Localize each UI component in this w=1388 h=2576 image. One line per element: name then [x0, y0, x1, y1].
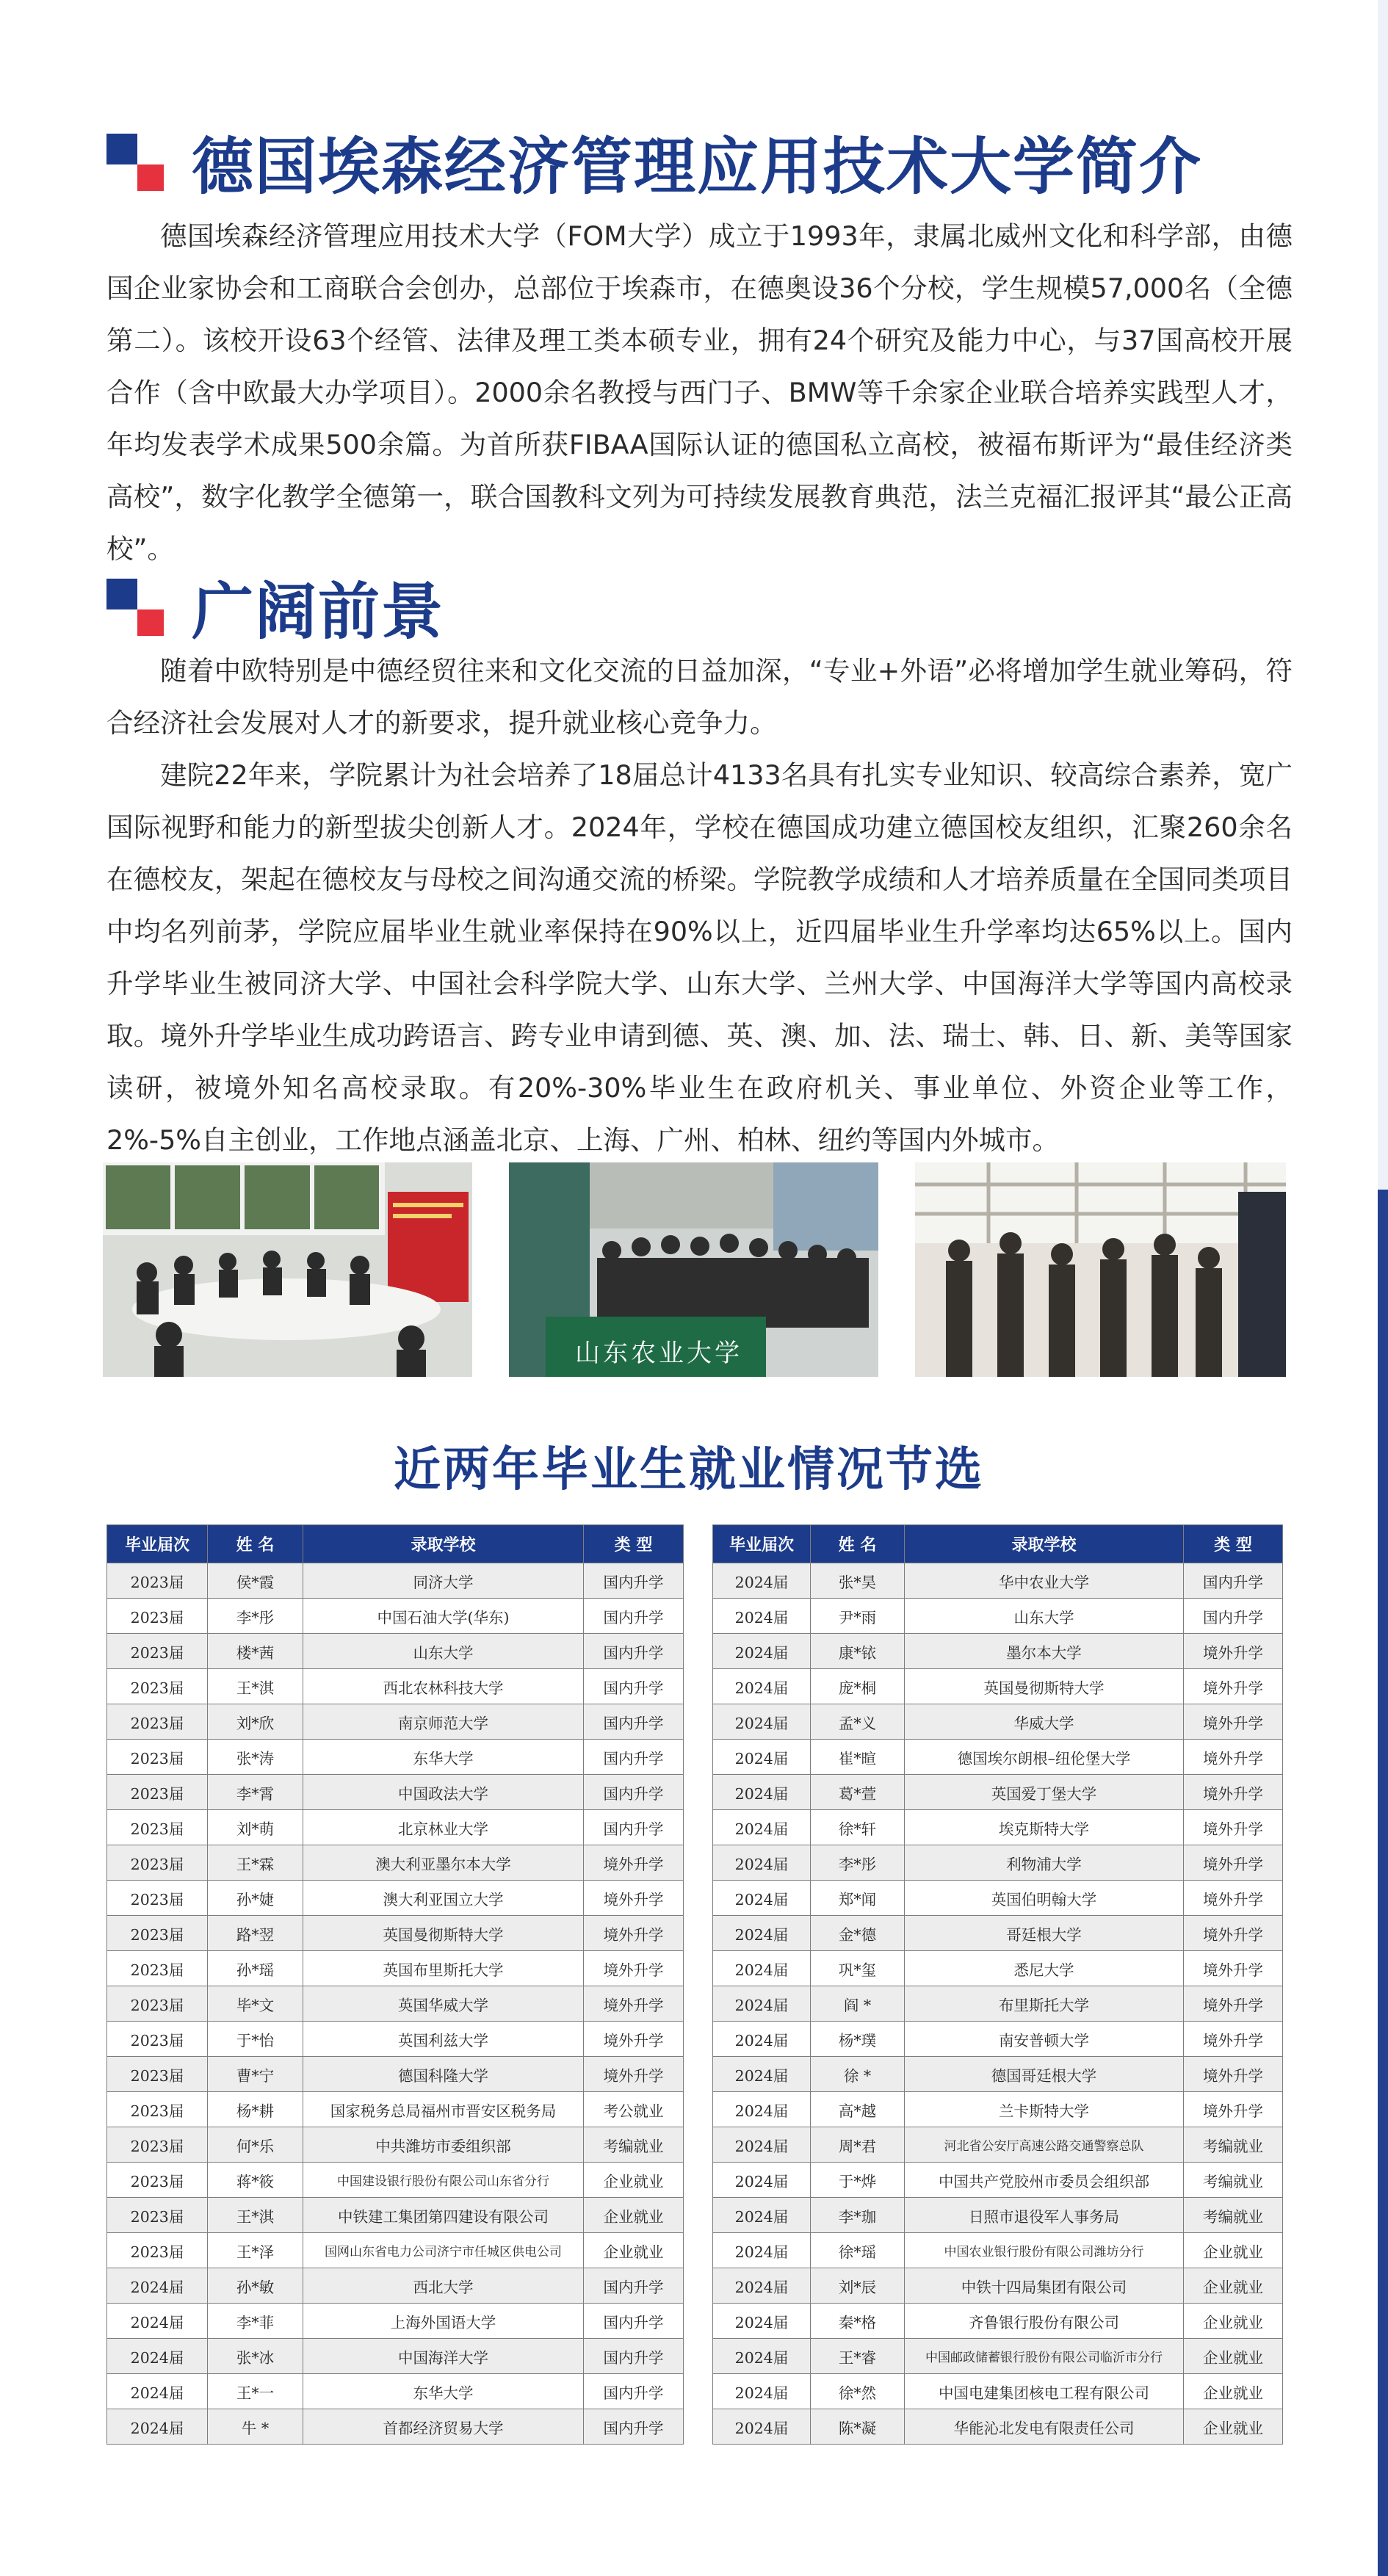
- cell-school: 悉尼大学: [905, 1951, 1184, 1986]
- table-row: [107, 2092, 684, 2127]
- table-row: [713, 2409, 1283, 2445]
- cell-class-year: 2024届: [713, 1775, 811, 1810]
- cell-type: 企业就业: [1184, 2374, 1283, 2409]
- cell-name: 侯*霞: [208, 1563, 303, 1599]
- cell-name: 刘*萌: [208, 1810, 303, 1845]
- cell-name: 崔*暄: [811, 1740, 905, 1775]
- table-row: [713, 1951, 1283, 1986]
- cell-school: 英国爱丁堡大学: [905, 1775, 1184, 1810]
- cell-type: 考公就业: [584, 2092, 684, 2127]
- cell-type: 境外升学: [1184, 1881, 1283, 1916]
- cell-school: 河北省公安厅高速公路交通警察总队: [905, 2127, 1184, 2163]
- table-row: [713, 1563, 1283, 1599]
- cell-name: 金*德: [811, 1916, 905, 1951]
- cell-school: 中共潍坊市委组织部: [303, 2127, 584, 2163]
- cell-name: 李*霄: [208, 1775, 303, 1810]
- cell-type: 境外升学: [584, 1916, 684, 1951]
- cell-name: 曹*宁: [208, 2057, 303, 2092]
- cell-class-year: 2024届: [713, 2268, 811, 2304]
- cell-type: 境外升学: [1184, 1669, 1283, 1704]
- table-row: [713, 1810, 1283, 1845]
- cell-name: 孙*瑶: [208, 1951, 303, 1986]
- table-row: [107, 2339, 684, 2374]
- header-school: 录取学校: [303, 1525, 584, 1563]
- cell-type: 考编就业: [1184, 2163, 1283, 2198]
- cell-name: 王*淇: [208, 1669, 303, 1704]
- cell-type: 考编就业: [1184, 2127, 1283, 2163]
- cell-class-year: 2023届: [107, 2163, 208, 2198]
- cell-school: 利物浦大学: [905, 1845, 1184, 1881]
- cell-class-year: 2023届: [107, 1634, 208, 1669]
- cell-school: 中国石油大学(华东): [303, 1599, 584, 1634]
- cell-name: 王*一: [208, 2374, 303, 2409]
- cell-school: 英国曼彻斯特大学: [303, 1916, 584, 1951]
- cell-school: 东华大学: [303, 1740, 584, 1775]
- cell-school: 中国建设银行股份有限公司山东省分行: [303, 2163, 584, 2198]
- section-heading-prospects: [106, 562, 444, 651]
- cell-school: 南安普顿大学: [905, 2022, 1184, 2057]
- cell-name: 牛 *: [208, 2409, 303, 2445]
- cell-name: 庞*桐: [811, 1669, 905, 1704]
- cell-type: 考编就业: [584, 2127, 684, 2163]
- cell-type: 境外升学: [1184, 2057, 1283, 2092]
- cell-type: 境外升学: [1184, 1845, 1283, 1881]
- cell-class-year: 2023届: [107, 1563, 208, 1599]
- table-row: [713, 2268, 1283, 2304]
- cell-type: 境外升学: [584, 1845, 684, 1881]
- cell-type: 国内升学: [584, 2409, 684, 2445]
- cell-class-year: 2023届: [107, 2092, 208, 2127]
- cell-class-year: 2023届: [107, 1916, 208, 1951]
- cell-name: 秦*格: [811, 2304, 905, 2339]
- cell-class-year: 2024届: [713, 1986, 811, 2022]
- cell-type: 国内升学: [584, 1810, 684, 1845]
- cell-school: 布里斯托大学: [905, 1986, 1184, 2022]
- cell-type: 企业就业: [584, 2163, 684, 2198]
- cell-type: 境外升学: [1184, 1775, 1283, 1810]
- cell-name: 徐 *: [811, 2057, 905, 2092]
- cell-name: 于*烨: [811, 2163, 905, 2198]
- cell-name: 毕*文: [208, 1986, 303, 2022]
- cell-school: 中铁建工集团第四建设有限公司: [303, 2198, 584, 2233]
- cell-school: 德国哥廷根大学: [905, 2057, 1184, 2092]
- table-row: [713, 1704, 1283, 1740]
- cell-name: 刘*欣: [208, 1704, 303, 1740]
- table-row: [713, 2374, 1283, 2409]
- cell-class-year: 2024届: [713, 1916, 811, 1951]
- cell-name: 路*翌: [208, 1916, 303, 1951]
- cell-school: 首都经济贸易大学: [303, 2409, 584, 2445]
- table-row: [107, 1704, 684, 1740]
- table-row: [107, 1845, 684, 1881]
- cell-class-year: 2024届: [713, 2409, 811, 2445]
- cell-class-year: 2023届: [107, 1810, 208, 1845]
- cell-class-year: 2024届: [713, 1740, 811, 1775]
- cell-class-year: 2023届: [107, 1986, 208, 2022]
- cell-school: 南京师范大学: [303, 1704, 584, 1740]
- prospects-paragraph-1: 随着中欧特别是中德经贸往来和文化交流的日益加深，“专业+外语”必将增加学生就业筹码，符合经济社会发展对人才的新要求，提升就业核心竞争力。: [106, 655, 1293, 739]
- employment-title: 近两年毕业生就业情况节选: [394, 1443, 984, 1497]
- cell-name: 徐*瑶: [811, 2233, 905, 2268]
- cell-type: 境外升学: [1184, 1986, 1283, 2022]
- cell-type: 境外升学: [1184, 1810, 1283, 1845]
- cell-school: 国网山东省电力公司济宁市任城区供电公司: [303, 2233, 584, 2268]
- cell-class-year: 2024届: [713, 2057, 811, 2092]
- cell-class-year: 2024届: [107, 2304, 208, 2339]
- cell-school: 华威大学: [905, 1704, 1184, 1740]
- cell-school: 英国伯明翰大学: [905, 1881, 1184, 1916]
- cell-name: 何*乐: [208, 2127, 303, 2163]
- cell-class-year: 2024届: [713, 2127, 811, 2163]
- table-row: [107, 2233, 684, 2268]
- cell-name: 孙*敏: [208, 2268, 303, 2304]
- cell-name: 徐*轩: [811, 1810, 905, 1845]
- table-row: [107, 1563, 684, 1599]
- table-row: [713, 1740, 1283, 1775]
- cell-school: 西北大学: [303, 2268, 584, 2304]
- table-row: [713, 1634, 1283, 1669]
- cell-school: 德国埃尔朗根–纽伦堡大学: [905, 1740, 1184, 1775]
- cell-class-year: 2024届: [107, 2268, 208, 2304]
- cell-name: 刘*辰: [811, 2268, 905, 2304]
- cell-type: 境外升学: [1184, 1740, 1283, 1775]
- header-school: 录取学校: [905, 1525, 1184, 1563]
- table-row: [107, 2268, 684, 2304]
- cell-name: 孟*义: [811, 1704, 905, 1740]
- cell-type: 国内升学: [584, 1563, 684, 1599]
- photo-banner-text: 山东农业大学: [575, 1339, 742, 1368]
- cell-type: 企业就业: [1184, 2268, 1283, 2304]
- header-name: 姓 名: [811, 1525, 905, 1563]
- table-row: [107, 1775, 684, 1810]
- cell-class-year: 2024届: [713, 2163, 811, 2198]
- table-row: [713, 2127, 1283, 2163]
- cell-class-year: 2024届: [713, 2022, 811, 2057]
- table-row: [713, 1881, 1283, 1916]
- intro-paragraph: 德国埃森经济管理应用技术大学（FOM大学）成立于1993年，隶属北威州文化和科学部，由德国企业家协会和工商联合会创办，总部位于埃森市，在德奥设36个分校，学生规模57,000名（全德第二）。该校开设63个经管、法律及理工类本硕专业，拥有24个研究及能力中心，与37国高校开展合作（含中欧最大办学项目）。2000余名教授与西门子、BMW等千余家企业联合培养实践型人才，年均发表学术成果500余篇。为首所获FIBAA国际认证的德国私立高校，被福布斯评为“最佳经济类高校”，数字化教学全德第一，联合国教科文列为可持续发展教育典范，法兰克福汇报评其“最公正高校”。: [106, 220, 1293, 565]
- cell-name: 王*霖: [208, 1845, 303, 1881]
- cell-type: 境外升学: [584, 1881, 684, 1916]
- cell-class-year: 2023届: [107, 1951, 208, 1986]
- header-type: 类 型: [1184, 1525, 1283, 1563]
- cell-class-year: 2023届: [107, 1669, 208, 1704]
- cell-name: 张*昊: [811, 1563, 905, 1599]
- table-row: [713, 2233, 1283, 2268]
- cell-name: 尹*雨: [811, 1599, 905, 1634]
- table-row: [107, 2022, 684, 2057]
- cell-name: 杨*耕: [208, 2092, 303, 2127]
- photo-campus-visit: [915, 1162, 1286, 1377]
- cell-type: 境外升学: [1184, 2092, 1283, 2127]
- table-row: [713, 2198, 1283, 2233]
- cell-type: 国内升学: [584, 2304, 684, 2339]
- cell-type: 境外升学: [584, 1951, 684, 1986]
- cell-type: 国内升学: [584, 1669, 684, 1704]
- table-row: [107, 2409, 684, 2445]
- cell-school: 北京林业大学: [303, 1810, 584, 1845]
- cell-type: 国内升学: [584, 2374, 684, 2409]
- cell-type: 国内升学: [584, 1775, 684, 1810]
- cell-school: 日照市退役军人事务局: [905, 2198, 1184, 2233]
- cell-name: 王*淇: [208, 2198, 303, 2233]
- section-square-icon: [106, 134, 164, 191]
- cell-class-year: 2023届: [107, 2233, 208, 2268]
- cell-school: 中国邮政储蓄银行股份有限公司临沂市分行: [905, 2339, 1184, 2374]
- table-row: [713, 1916, 1283, 1951]
- photo-meeting-room: [103, 1162, 472, 1377]
- cell-name: 阎 *: [811, 1986, 905, 2022]
- section-square-icon: [106, 579, 164, 636]
- cell-type: 境外升学: [1184, 1951, 1283, 1986]
- cell-class-year: 2023届: [107, 1740, 208, 1775]
- cell-school: 国家税务总局福州市晋安区税务局: [303, 2092, 584, 2127]
- table-row: [107, 1669, 684, 1704]
- cell-class-year: 2024届: [713, 2092, 811, 2127]
- table-row: [107, 1599, 684, 1634]
- cell-school: 东华大学: [303, 2374, 584, 2409]
- cell-school: 山东大学: [303, 1634, 584, 1669]
- cell-type: 企业就业: [1184, 2233, 1283, 2268]
- cell-class-year: 2023届: [107, 1881, 208, 1916]
- cell-class-year: 2024届: [107, 2339, 208, 2374]
- cell-type: 企业就业: [1184, 2409, 1283, 2445]
- cell-school: 中国政法大学: [303, 1775, 584, 1810]
- cell-class-year: 2024届: [713, 1881, 811, 1916]
- table-row: [713, 1845, 1283, 1881]
- table-row: [107, 2304, 684, 2339]
- cell-type: 国内升学: [584, 2339, 684, 2374]
- cell-school: 同济大学: [303, 1563, 584, 1599]
- cell-school: 哥廷根大学: [905, 1916, 1184, 1951]
- cell-type: 国内升学: [584, 1634, 684, 1669]
- cell-class-year: 2023届: [107, 1704, 208, 1740]
- cell-name: 王*泽: [208, 2233, 303, 2268]
- cell-name: 李*彤: [811, 1845, 905, 1881]
- cell-class-year: 2024届: [713, 1599, 811, 1634]
- table-row: [713, 1775, 1283, 1810]
- cell-school: 英国利兹大学: [303, 2022, 584, 2057]
- cell-class-year: 2024届: [107, 2374, 208, 2409]
- cell-school: 埃克斯特大学: [905, 1810, 1184, 1845]
- cell-class-year: 2024届: [713, 1810, 811, 1845]
- cell-class-year: 2024届: [713, 2198, 811, 2233]
- employment-table-left: [106, 1524, 684, 2445]
- table-row: [713, 2057, 1283, 2092]
- cell-class-year: 2024届: [107, 2409, 208, 2445]
- table-row: [107, 2198, 684, 2233]
- cell-name: 陈*凝: [811, 2409, 905, 2445]
- prospects-paragraph-2: 建院22年来，学院累计为社会培养了18届总计4133名具有扎实专业知识、较高综合素养，宽广国际视野和能力的新型拔尖创新人才。2024年，学校在德国成功建立德国校友组织，汇聚260余名在德校友，架起在德校友与母校之间沟通交流的桥梁。学院教学成绩和人才培养质量在全国同类项目中均名列前茅，学院应届毕业生就业率保持在90%以上，近四届毕业生升学率均达65%以上。国内升学毕业生被同济大学、中国社会科学院大学、山东大学、兰州大学、中国海洋大学等国内高校录取。境外升学毕业生成功跨语言、跨专业申请到德、英、澳、加、法、瑞士、韩、日、新、美等国家读研，被境外知名高校录取。有20%-30%毕业生在政府机关、事业单位、外资企业等工作，2%-5%自主创业，工作地点涵盖北京、上海、广州、柏林、纽约等国内外城市。: [106, 759, 1293, 1156]
- cell-school: 中铁十四局集团有限公司: [905, 2268, 1184, 2304]
- cell-type: 国内升学: [584, 2268, 684, 2304]
- cell-name: 张*冰: [208, 2339, 303, 2374]
- cell-school: 英国华威大学: [303, 1986, 584, 2022]
- cell-type: 国内升学: [584, 1704, 684, 1740]
- cell-type: 境外升学: [1184, 2022, 1283, 2057]
- table-row: [107, 1916, 684, 1951]
- cell-type: 境外升学: [584, 2057, 684, 2092]
- cell-school: 上海外国语大学: [303, 2304, 584, 2339]
- cell-type: 国内升学: [1184, 1563, 1283, 1599]
- cell-school: 澳大利亚国立大学: [303, 1881, 584, 1916]
- table-row: [107, 1634, 684, 1669]
- cell-name: 李*珈: [811, 2198, 905, 2233]
- header-class-year: 毕业届次: [713, 1525, 811, 1563]
- cell-type: 境外升学: [584, 2022, 684, 2057]
- cell-name: 李*菲: [208, 2304, 303, 2339]
- cell-type: 境外升学: [1184, 1704, 1283, 1740]
- cell-class-year: 2023届: [107, 2127, 208, 2163]
- cell-name: 楼*茜: [208, 1634, 303, 1669]
- cell-class-year: 2023届: [107, 1775, 208, 1810]
- cell-class-year: 2024届: [713, 1669, 811, 1704]
- page-edge-strip: [1378, 0, 1388, 2576]
- cell-class-year: 2024届: [713, 2374, 811, 2409]
- cell-type: 企业就业: [1184, 2339, 1283, 2374]
- cell-type: 境外升学: [1184, 1916, 1283, 1951]
- cell-school: 西北农林科技大学: [303, 1669, 584, 1704]
- cell-school: 华能沁北发电有限责任公司: [905, 2409, 1184, 2445]
- cell-class-year: 2024届: [713, 1704, 811, 1740]
- cell-name: 李*彤: [208, 1599, 303, 1634]
- cell-type: 考编就业: [1184, 2198, 1283, 2233]
- table-row: [107, 2057, 684, 2092]
- cell-school: 墨尔本大学: [905, 1634, 1184, 1669]
- cell-name: 王*睿: [811, 2339, 905, 2374]
- cell-class-year: 2024届: [713, 2339, 811, 2374]
- cell-name: 于*怡: [208, 2022, 303, 2057]
- cell-school: 澳大利亚墨尔本大学: [303, 1845, 584, 1881]
- table-row: [107, 1810, 684, 1845]
- table-row: [713, 2092, 1283, 2127]
- cell-name: 郑*闻: [811, 1881, 905, 1916]
- cell-name: 徐*然: [811, 2374, 905, 2409]
- table-row: [107, 2127, 684, 2163]
- table-row: [713, 2304, 1283, 2339]
- cell-school: 中国共产党胶州市委员会组织部: [905, 2163, 1184, 2198]
- cell-name: 葛*萱: [811, 1775, 905, 1810]
- cell-class-year: 2023届: [107, 2198, 208, 2233]
- table-row: [107, 2163, 684, 2198]
- table-row: [107, 2374, 684, 2409]
- cell-name: 康*铱: [811, 1634, 905, 1669]
- cell-name: 杨*璞: [811, 2022, 905, 2057]
- cell-name: 孙*婕: [208, 1881, 303, 1916]
- section-title-intro: 德国埃森经济管理应用技术大学简介: [192, 130, 1203, 203]
- header-name: 姓 名: [208, 1525, 303, 1563]
- section-heading-intro: [106, 117, 1202, 206]
- cell-school: 华中农业大学: [905, 1563, 1184, 1599]
- cell-class-year: 2024届: [713, 1951, 811, 1986]
- photo-group-with-banner: [509, 1162, 878, 1377]
- table-row: [713, 1669, 1283, 1704]
- table-row: [713, 1599, 1283, 1634]
- table-row: [107, 1881, 684, 1916]
- cell-school: 齐鲁银行股份有限公司: [905, 2304, 1184, 2339]
- cell-class-year: 2023届: [107, 1845, 208, 1881]
- cell-class-year: 2024届: [713, 1563, 811, 1599]
- cell-school: 兰卡斯特大学: [905, 2092, 1184, 2127]
- table-row: [713, 2163, 1283, 2198]
- cell-type: 企业就业: [1184, 2304, 1283, 2339]
- cell-type: 国内升学: [584, 1740, 684, 1775]
- cell-type: 国内升学: [1184, 1599, 1283, 1634]
- cell-school: 中国海洋大学: [303, 2339, 584, 2374]
- cell-type: 境外升学: [584, 1986, 684, 2022]
- cell-school: 英国曼彻斯特大学: [905, 1669, 1184, 1704]
- cell-type: 企业就业: [584, 2233, 684, 2268]
- cell-class-year: 2024届: [713, 2233, 811, 2268]
- cell-name: 张*涛: [208, 1740, 303, 1775]
- cell-class-year: 2023届: [107, 1599, 208, 1634]
- cell-school: 中国农业银行股份有限公司潍坊分行: [905, 2233, 1184, 2268]
- section-title-prospects: 广阔前景: [192, 575, 445, 648]
- table-row: [713, 2339, 1283, 2374]
- table-row: [107, 1986, 684, 2022]
- cell-type: 国内升学: [584, 1599, 684, 1634]
- cell-school: 英国布里斯托大学: [303, 1951, 584, 1986]
- employment-table-right: [712, 1524, 1283, 2445]
- header-class-year: 毕业届次: [107, 1525, 208, 1563]
- cell-class-year: 2024届: [713, 1845, 811, 1881]
- cell-class-year: 2024届: [713, 1634, 811, 1669]
- cell-type: 境外升学: [1184, 1634, 1283, 1669]
- table-row: [107, 1740, 684, 1775]
- table-row: [713, 2022, 1283, 2057]
- cell-school: 山东大学: [905, 1599, 1184, 1634]
- cell-name: 巩*玺: [811, 1951, 905, 1986]
- cell-name: 高*越: [811, 2092, 905, 2127]
- table-row: [713, 1986, 1283, 2022]
- header-type: 类 型: [584, 1525, 684, 1563]
- cell-class-year: 2023届: [107, 2057, 208, 2092]
- cell-name: 蒋*筱: [208, 2163, 303, 2198]
- cell-class-year: 2024届: [713, 2304, 811, 2339]
- cell-name: 周*君: [811, 2127, 905, 2163]
- cell-class-year: 2023届: [107, 2022, 208, 2057]
- cell-type: 企业就业: [584, 2198, 684, 2233]
- cell-school: 中国电建集团核电工程有限公司: [905, 2374, 1184, 2409]
- table-row: [107, 1951, 684, 1986]
- cell-school: 德国科隆大学: [303, 2057, 584, 2092]
